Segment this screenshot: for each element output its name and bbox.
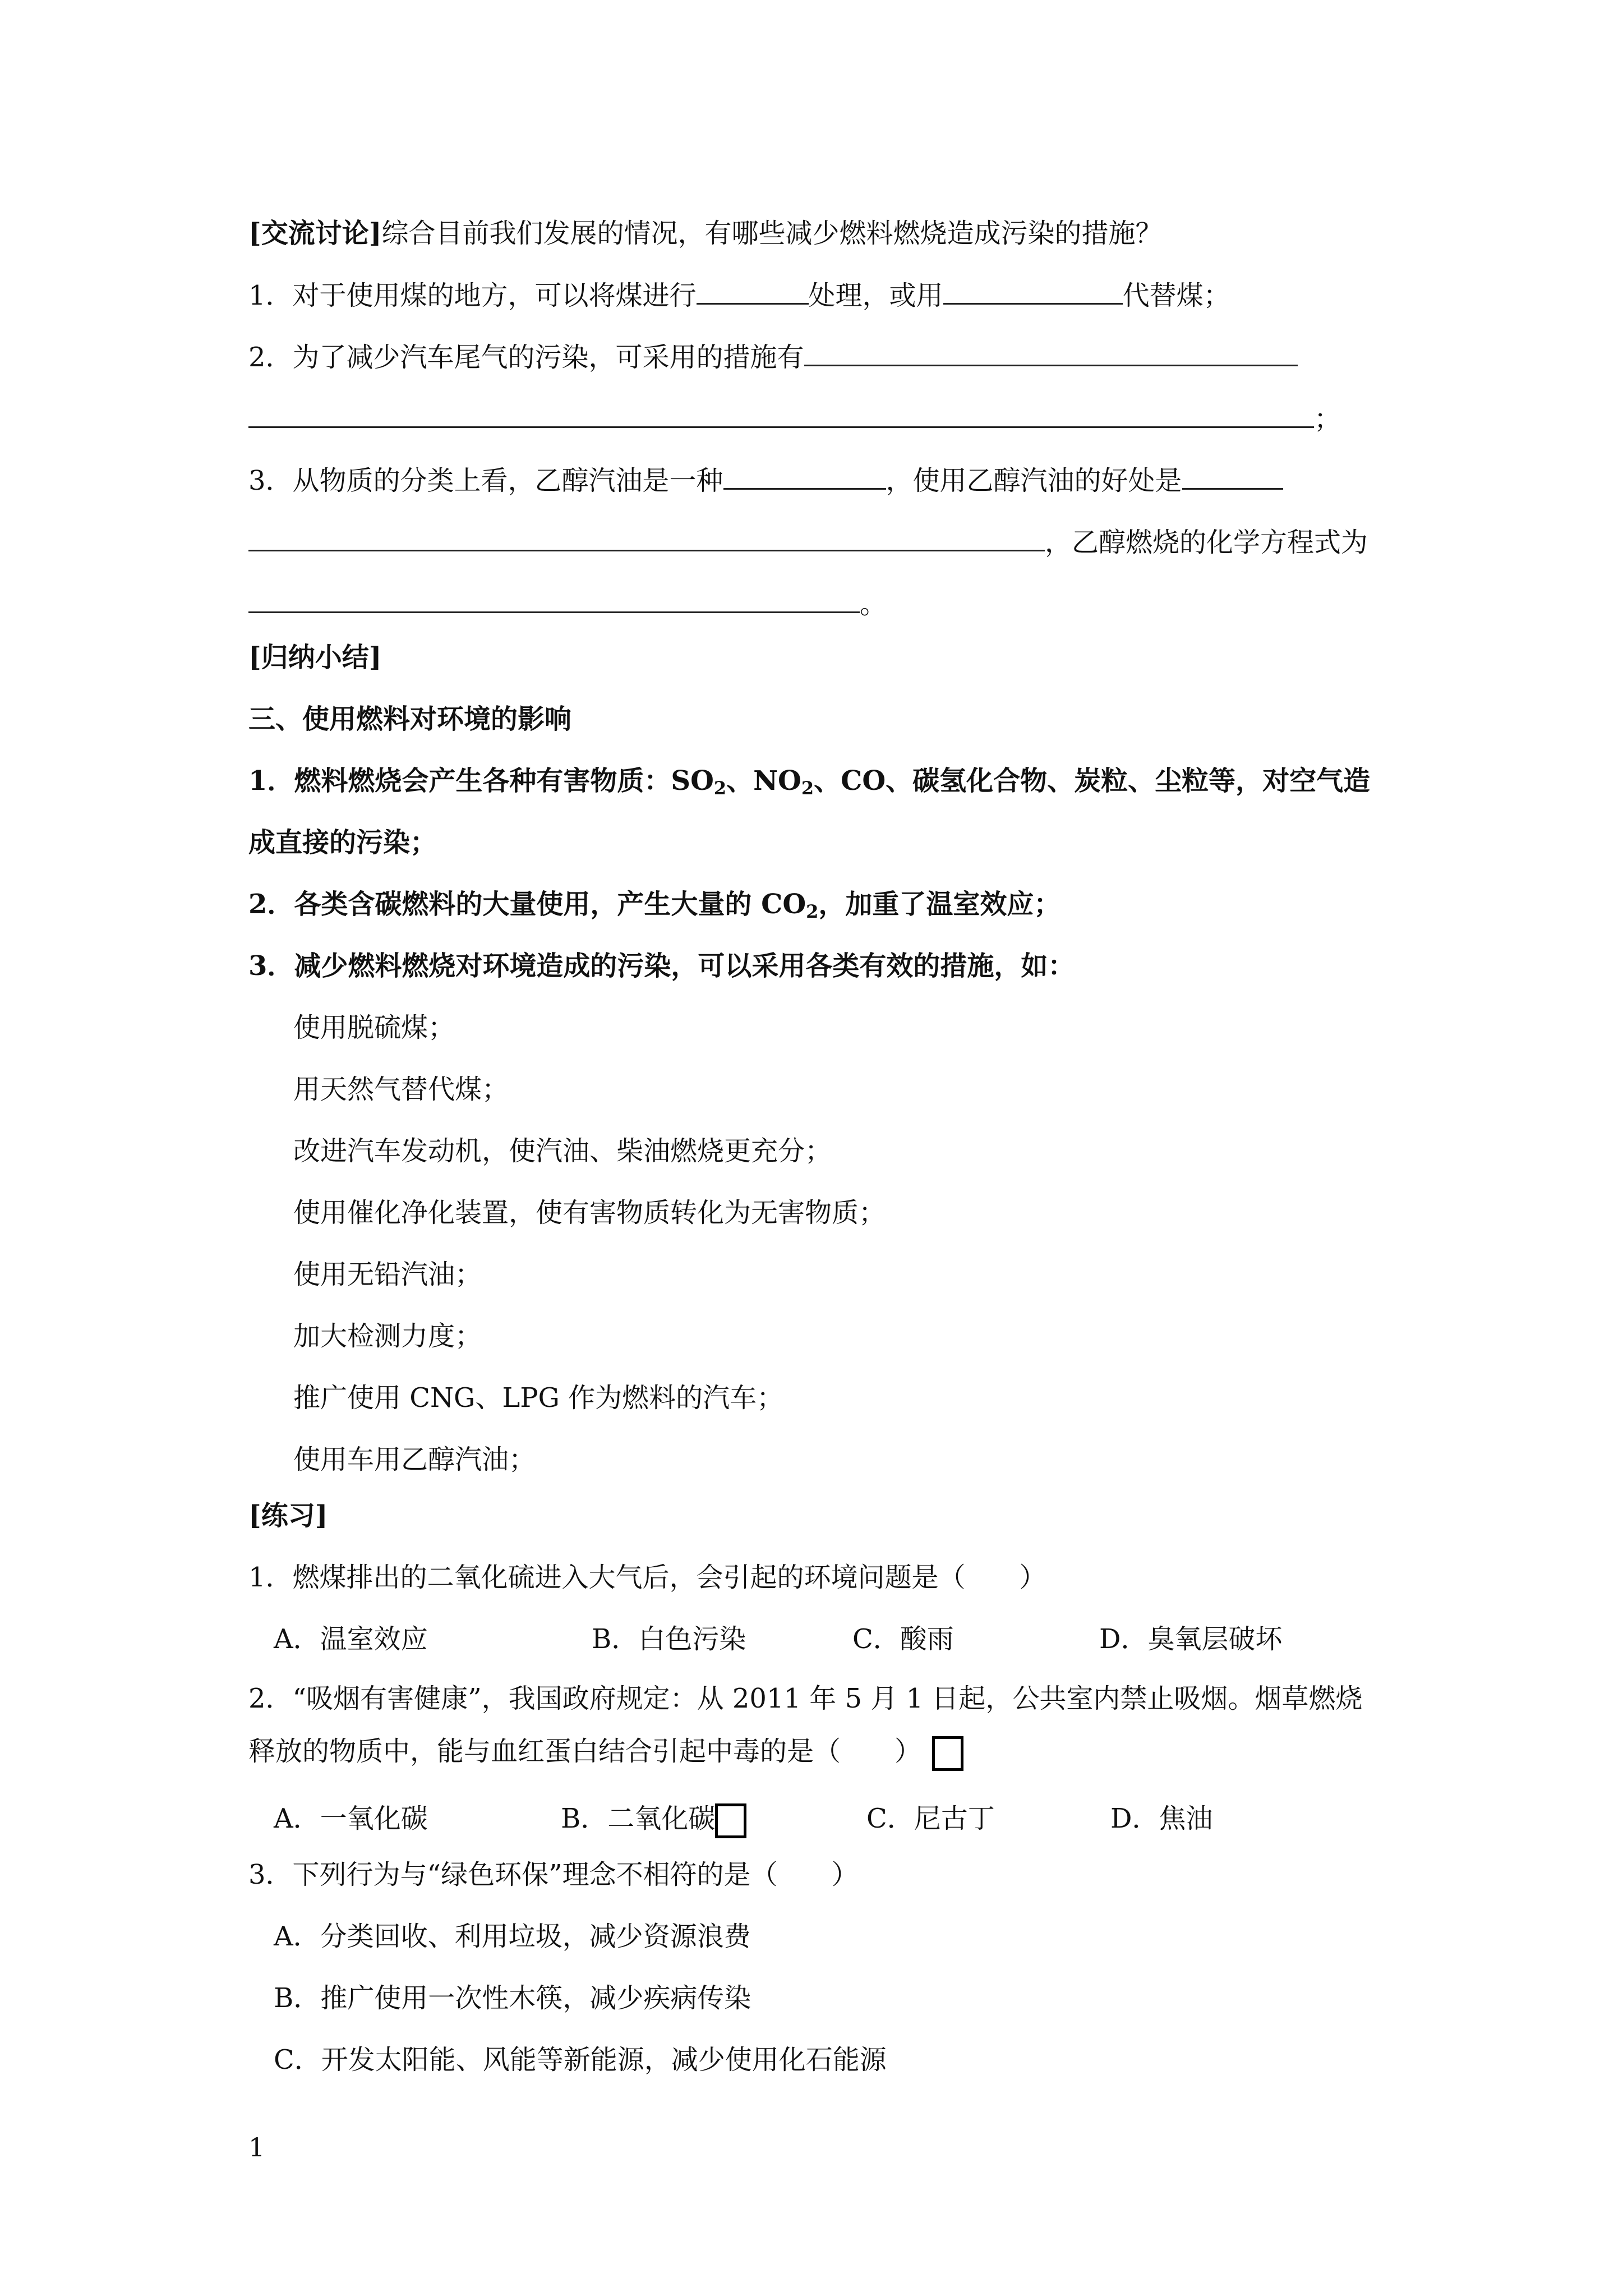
- p1-text-a: 1．燃料燃烧会产生各种有害物质：SO: [248, 765, 714, 797]
- q3-option-c[interactable]: C．开发太阳能、风能等新能源，减少使用化石能源: [274, 2044, 887, 2076]
- item3-text-c: ，乙醇燃烧的化学方程式为: [1045, 527, 1368, 558]
- p1-text-c: 、CO、碳氢化合物、炭粒、尘粒等，对空气造: [814, 765, 1371, 797]
- measure-item: 使用催化净化装置，使有害物质转化为无害物质；: [293, 1197, 886, 1228]
- summary-heading: 三、使用燃料对环境的影响: [248, 703, 572, 735]
- answer-blank[interactable]: [1182, 463, 1283, 490]
- checkbox[interactable]: [715, 1803, 746, 1838]
- p1-text-b: 、NO: [726, 765, 801, 797]
- discussion-item-2: [248, 340, 1298, 374]
- answer-blank[interactable]: [943, 278, 1123, 305]
- discussion-item-3-cont2: [248, 587, 887, 621]
- question-1-stem: 1．燃煤排出的二氧化硫进入大气后，会引起的环境问题是（ ）: [248, 1562, 1046, 1593]
- q2-option-a[interactable]: A．一氧化碳: [274, 1803, 428, 1834]
- answer-blank[interactable]: [248, 525, 1045, 551]
- discussion-item-2-cont: [248, 402, 1341, 436]
- item2-text-a: 2．为了减少汽车尾气的污染，可采用的措施有: [248, 342, 804, 373]
- discussion-item-1: [248, 278, 1230, 312]
- measure-item: 用天然气替代煤；: [293, 1074, 509, 1105]
- q1-option-c[interactable]: C．酸雨: [852, 1623, 954, 1655]
- q2-option-b[interactable]: [561, 1802, 746, 1838]
- subscript: 2: [806, 901, 819, 922]
- measure-item: 改进汽车发动机，使汽油、柴油燃烧更充分；: [293, 1135, 832, 1167]
- q1-option-a[interactable]: A．温室效应: [274, 1623, 428, 1655]
- summary-point-2: [248, 887, 1061, 921]
- item1-text-a: 1．对于使用煤的地方，可以将煤进行: [248, 280, 697, 311]
- answer-blank[interactable]: [697, 278, 809, 305]
- q2-stem-text: 释放的物质中，能与血红蛋白结合引起中毒的是（ ）: [248, 1736, 922, 1767]
- q2-option-b-label: B．二氧化碳: [561, 1803, 716, 1834]
- answer-blank[interactable]: [723, 463, 886, 490]
- measure-item: 使用脱硫煤；: [293, 1012, 455, 1043]
- item3-text-a: 3．从物质的分类上看，乙醇汽油是一种: [248, 465, 723, 496]
- q1-option-b[interactable]: B．白色污染: [592, 1623, 746, 1655]
- discussion-item-3-cont: [248, 525, 1368, 559]
- q3-option-b[interactable]: B．推广使用一次性木筷，减少疾病传染: [274, 1982, 751, 2014]
- summary-point-3: 3．减少燃料燃烧对环境造成的污染，可以采用各类有效的措施，如：: [248, 950, 1075, 982]
- q3-option-a[interactable]: A．分类回收、利用垃圾，减少资源浪费: [274, 1921, 751, 1952]
- q2-option-d[interactable]: D．焦油: [1110, 1803, 1213, 1834]
- answer-blank[interactable]: [804, 340, 1298, 366]
- measure-item: 使用无铅汽油；: [293, 1259, 482, 1290]
- question-2-stem: 2．“吸烟有害健康”，我国政府规定：从 2011 年 5 月 1 日起，公共室内禁止吸烟。烟草燃烧: [248, 1683, 1363, 1714]
- item1-text-b: 处理，或用: [808, 280, 943, 311]
- p2-text-a: 2．各类含碳燃料的大量使用，产生大量的 CO: [248, 889, 806, 920]
- answer-blank[interactable]: [248, 402, 1314, 428]
- measure-item: 使用车用乙醇汽油；: [293, 1444, 536, 1475]
- subscript: 2: [801, 777, 814, 799]
- item1-text-c: 代替煤；: [1122, 280, 1230, 311]
- page-number: 1: [248, 2132, 265, 2162]
- summary-point-1: [248, 764, 1370, 798]
- question-3-stem: 3．下列行为与“绿色环保”理念不相符的是（ ）: [248, 1859, 859, 1890]
- summary-point-1-cont: 成直接的污染；: [248, 827, 437, 858]
- answer-blank[interactable]: [248, 587, 860, 613]
- q2-option-c[interactable]: C．尼古丁: [866, 1803, 995, 1834]
- p2-text-b: ，加重了温室效应；: [818, 889, 1061, 920]
- item3-text-b: ，使用乙醇汽油的好处是: [886, 465, 1182, 496]
- item3-end: 。: [860, 588, 887, 620]
- discussion-question: 综合目前我们发展的情况，有哪些减少燃料燃烧造成污染的措施？: [381, 218, 1163, 249]
- discussion-item-3: [248, 463, 1283, 498]
- measure-item: 推广使用 CNG、LPG 作为燃料的汽车；: [293, 1382, 784, 1414]
- question-2-stem-cont: [248, 1734, 963, 1771]
- discussion-line: [248, 217, 1162, 250]
- exercise-tag: [练习]: [248, 1500, 328, 1531]
- checkbox[interactable]: [932, 1736, 963, 1771]
- measure-item: 加大检测力度；: [293, 1320, 482, 1352]
- subscript: 2: [713, 777, 727, 799]
- item2-end: ；: [1314, 403, 1341, 435]
- discussion-tag: [交流讨论]: [248, 218, 382, 249]
- summary-tag: [归纳小结]: [248, 642, 382, 673]
- q1-option-d[interactable]: D．臭氧层破坏: [1099, 1623, 1283, 1655]
